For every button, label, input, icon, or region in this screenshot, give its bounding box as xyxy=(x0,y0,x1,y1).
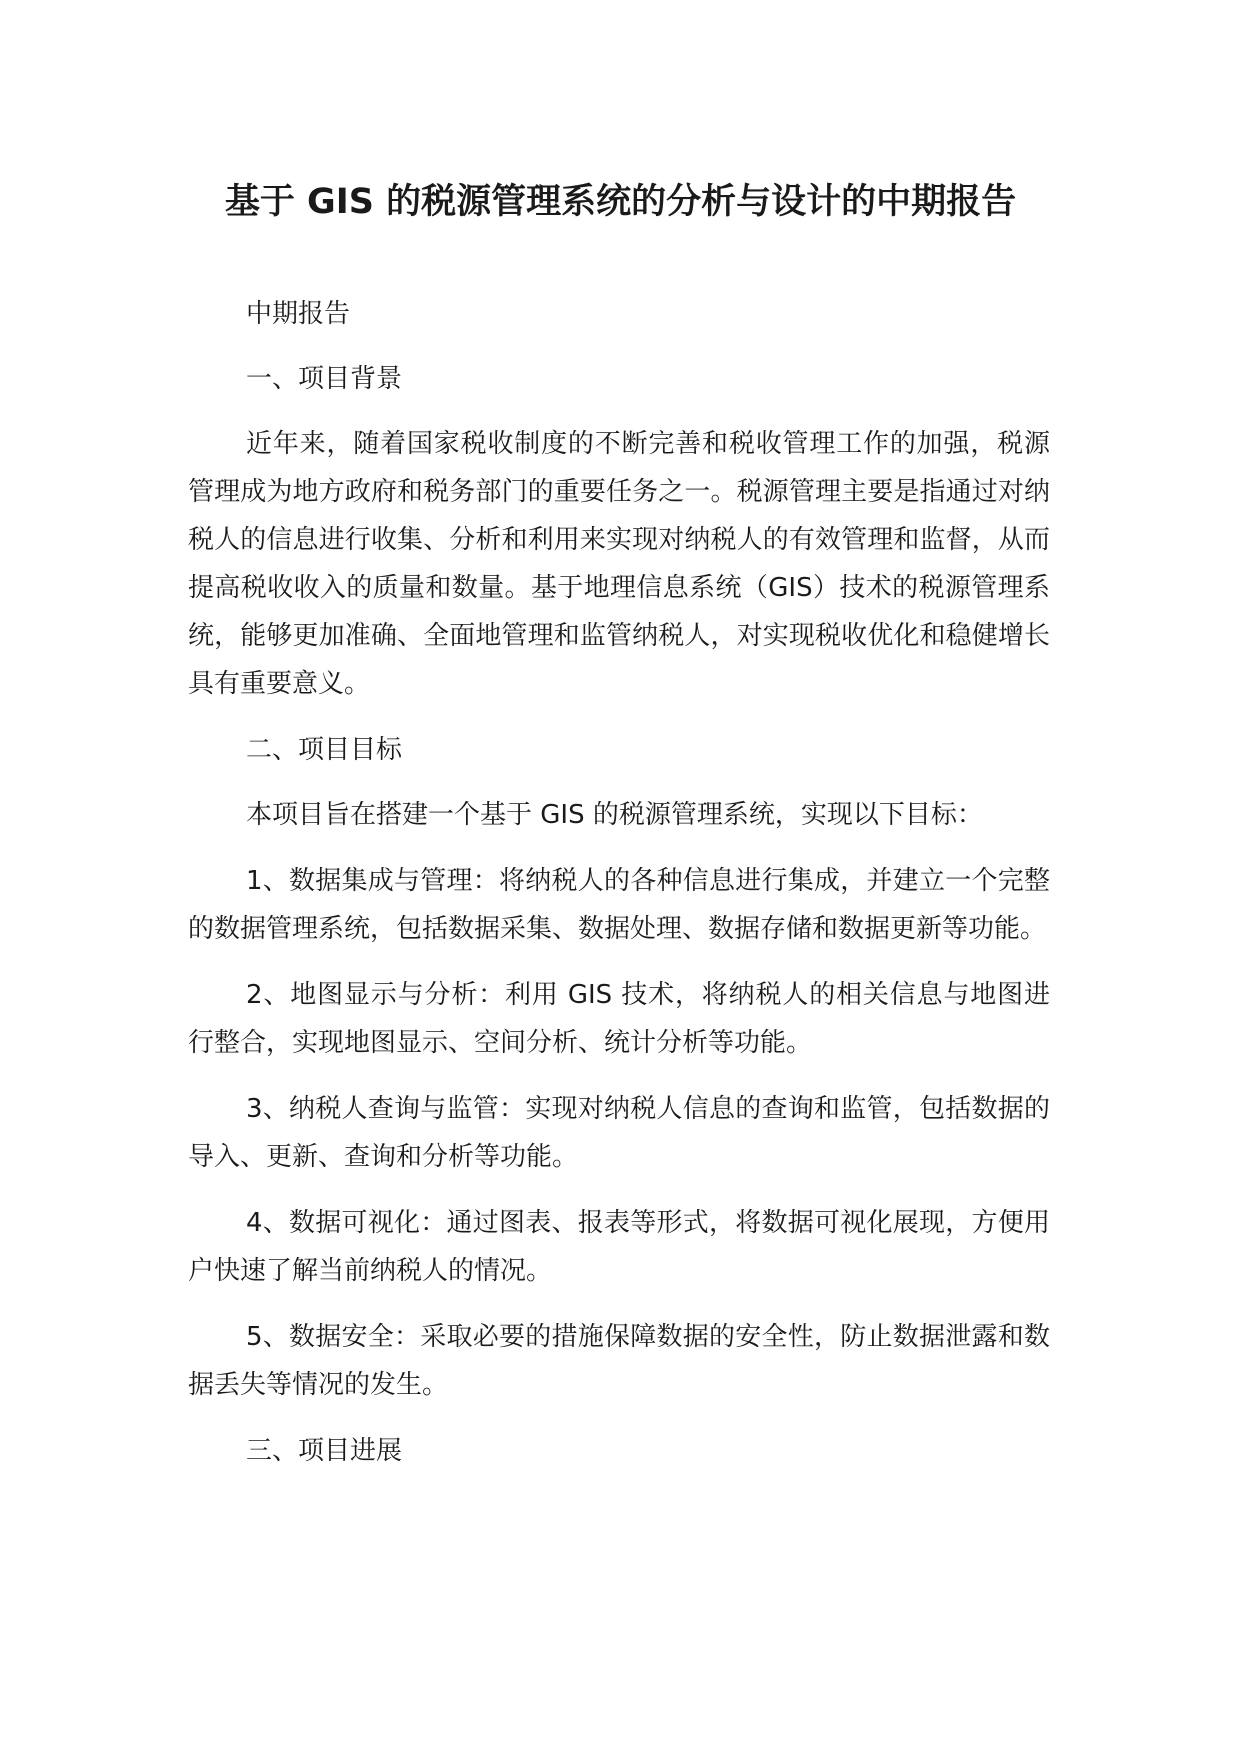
goal-item-1: 1、数据集成与管理：将纳税人的各种信息进行集成，并建立一个完整的数据管理系统，包括数据采集、数据处理、数据存储和数据更新等功能。 xyxy=(188,866,1050,944)
goal-item-5: 5、数据安全：采取必要的措施保障数据的安全性，防止数据泄露和数据丢失等情况的发生。 xyxy=(188,1322,1050,1400)
section-heading-background: 一、项目背景 xyxy=(246,364,403,394)
goal-item-3: 3、纳税人查询与监管：实现对纳税人信息的查询和监管，包括数据的导入、更新、查询和分析等功能。 xyxy=(188,1094,1050,1172)
section-heading-goals: 二、项目目标 xyxy=(246,735,403,765)
goal-item-2: 2、地图显示与分析：利用 GIS 技术，将纳税人的相关信息与地图进行整合，实现地图显示、空间分析、统计分析等功能。 xyxy=(188,980,1050,1058)
paragraph-background: 近年来，随着国家税收制度的不断完善和税收管理工作的加强，税源管理成为地方政府和税务部门的重要任务之一。税源管理主要是指通过对纳税人的信息进行收集、分析和利用来实现对纳税人的有效管理和监督，从而提高税收收入的质量和数量。基于地理信息系统（GIS）技术的税源管理系统，能够更加准确、全面地管理和监管纳税人，对实现税收优化和稳健增长具有重要意义。 xyxy=(188,429,1050,699)
section-label-midterm-report: 中期报告 xyxy=(246,299,351,329)
document-body xyxy=(188,290,1050,1492)
section-heading-progress: 三、项目进展 xyxy=(246,1436,403,1466)
paragraph-goals-intro: 本项目旨在搭建一个基于 GIS 的税源管理系统，实现以下目标： xyxy=(246,800,983,830)
goal-item-4: 4、数据可视化：通过图表、报表等形式，将数据可视化展现，方便用户快速了解当前纳税人的情况。 xyxy=(188,1208,1050,1286)
document-title: 基于 GIS 的税源管理系统的分析与设计的中期报告 xyxy=(224,182,1017,222)
